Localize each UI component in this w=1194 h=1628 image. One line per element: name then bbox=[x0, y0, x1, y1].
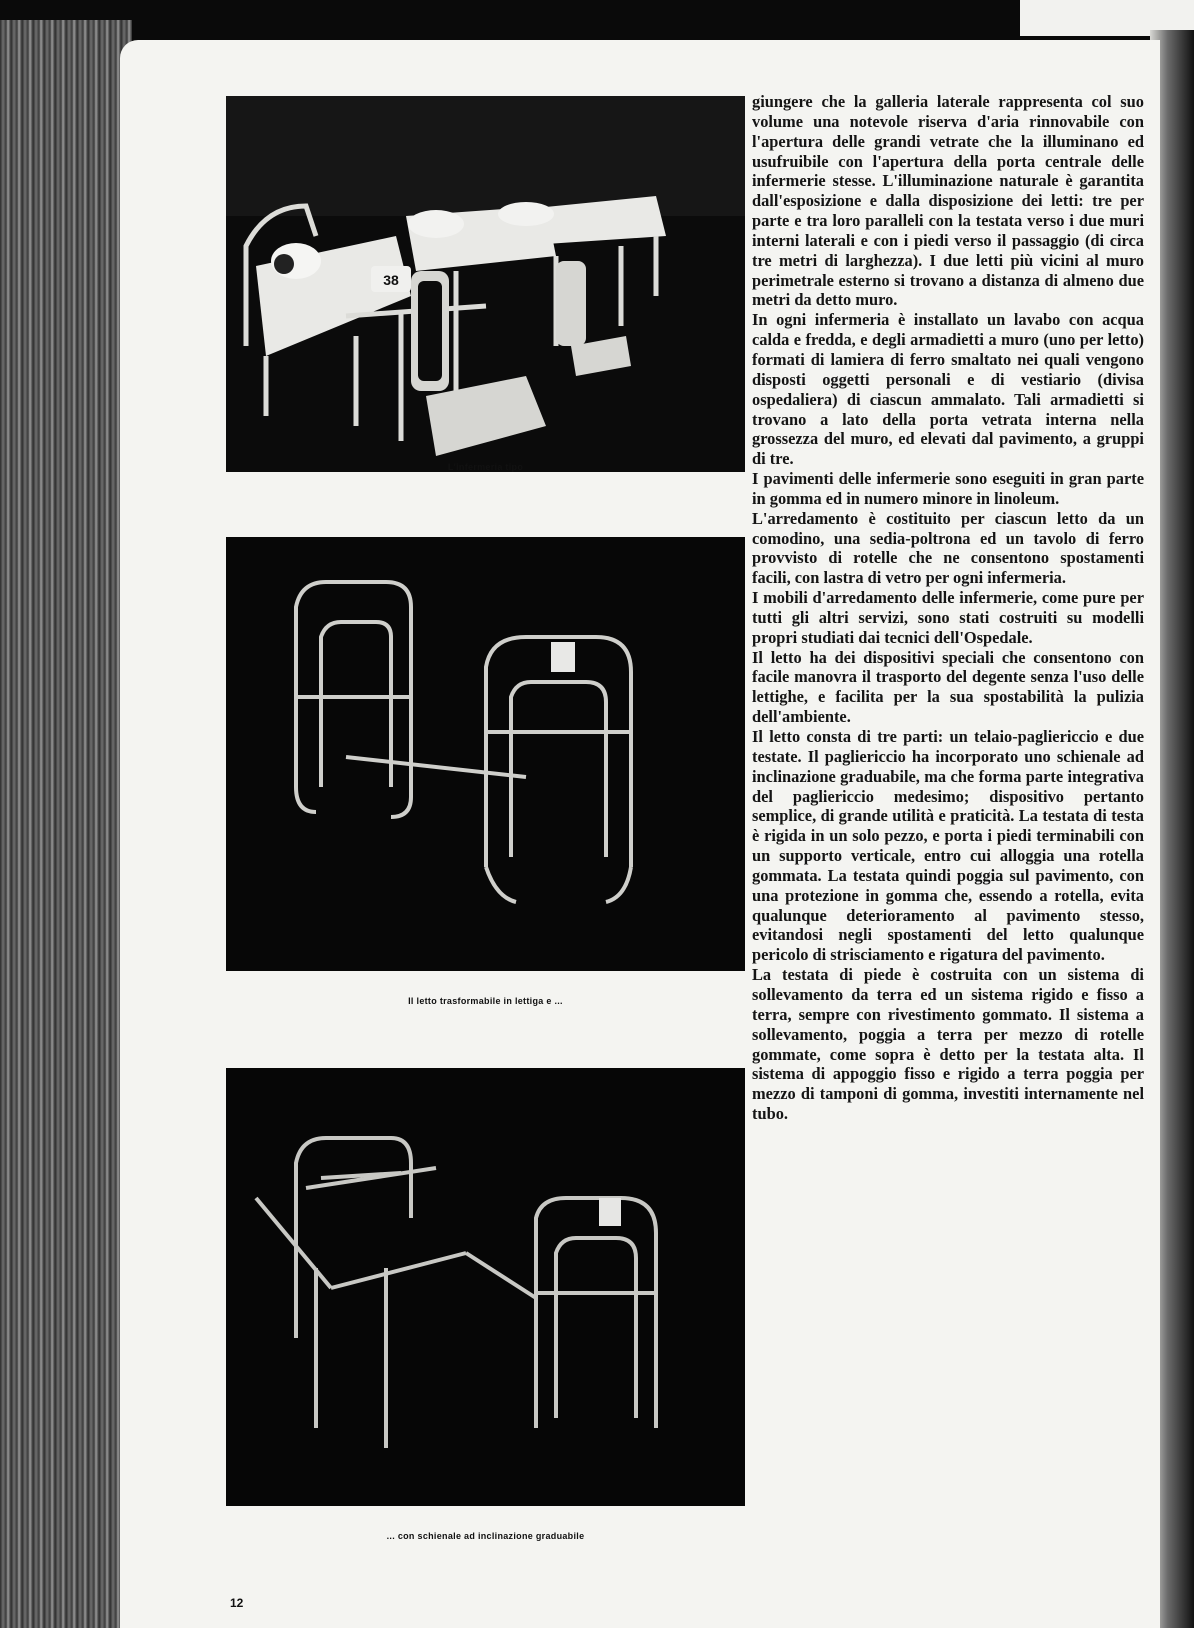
infirmary-ward-illustration bbox=[226, 96, 745, 472]
book-binding-edge bbox=[0, 20, 132, 1628]
paragraph-arredamento: L'arredamento è costituito per ciascun letto da un comodino, una sedia-poltrona ed un tavolo di ferro provvisto di rotelle che ne consentono spostamenti facili, con lastra di vetro per ogni infermeria. bbox=[752, 508, 1144, 588]
photo-bed-backrest bbox=[226, 1068, 745, 1506]
caption-bed-backrest: ... con schienale ad inclinazione graduabile bbox=[386, 1531, 585, 1541]
paragraph-lavabo-armadietti: In ogni infermeria è installato un lavabo con acqua calda e fredda, e degli armadietti a muro (uno per letto) formati di lamiera di ferro smaltato nei quali vengono disposti oggetti personali e di vestiario (divisa ospedaliera) di ciascun ammalato. Tali armadietti si trovano a lato della porta vetrata interna nella grossezza del muro, ed elevati dal pavimento, a gruppi di tre. bbox=[752, 310, 1144, 469]
paragraph-letto-dispositivi: Il letto ha dei dispositivi speciali che consentono con facile manovra il trasporto del degente senza l'uso delle lettighe, e facilita per la sua spostabilità la pulizia dell'ambiente. bbox=[752, 647, 1144, 727]
paragraph-letto-parti: Il letto consta di tre parti: un telaio-pagliericcio e due testate. Il pagliericcio ha incorporato uno schienale ad inclinazione graduabile, ma che forma parte integrativa del pagliericcio medesimo; dispositivo pertanto semplice, di grande utilità e praticità. La testata di testa è rigida in un solo pezzo, e porta i piedi terminabili con un supporto verticale, entro cui alloggia una rotella gommata. La testata quindi poggia sul pavimento, con una protezione in gomma che, essendo a rotella, evita qualunque deterioramento al pavimento stesso, evitandosi negli spostamenti del letto qualunque pericolo di strisciamento e rigatura del pavimento. bbox=[752, 727, 1144, 965]
paragraph-testata-piede: La testata di piede è costruita con un sistema di sollevamento da terra ed un sistema rigido e fisso a terra, sempre con rivestimento gommato. Il sistema a sollevamento, poggia a terra per mezzo di rotelle gommate, come sopra è detto per la testata alta. Il sistema di appoggio fisso e rigido a terra poggia per mezzo di tamponi di gomma, investiti internamente nel tubo. bbox=[752, 965, 1144, 1124]
paragraph-ventilation: giungere che la galleria laterale rappresenta col suo volume una notevole riserva d'aria rinnovabile con l'apertura delle grandi vetrate che la illuminano ed usufruibile con l'apertura della porta centrale delle infermerie stesse. L'illuminazione naturale è garantita dall'esposizione e dalla disposizione dei letti: tre per parte e tra loro paralleli con la testata verso i due muri interni laterali e con i piedi verso il passaggio (di circa tre metri di larghezza). I due letti più vicini al muro perimetrale esterno si trovano a distanza di almeno due metri da detto muro. bbox=[752, 92, 1144, 310]
bed-number-tag: 38 bbox=[383, 272, 399, 288]
caption-infirmary-ward: L'infermeria tipo bbox=[447, 462, 524, 472]
photo-infirmary-ward bbox=[226, 96, 745, 472]
page-number: 12 bbox=[230, 1596, 244, 1610]
photo-transformable-bed bbox=[226, 537, 745, 971]
paragraph-mobili: I mobili d'arredamento delle infermerie, come pure per tutti gli altri servizi, sono stati costruiti su modelli propri studiati dai tecnici dell'Ospedale. bbox=[752, 588, 1144, 647]
transformable-bed-illustration bbox=[226, 537, 745, 971]
bed-backrest-illustration bbox=[226, 1068, 745, 1506]
article-text-column bbox=[752, 92, 1144, 1124]
paragraph-pavimenti: I pavimenti delle infermerie sono eseguiti in gran parte in gomma ed in numero minore in linoleum. bbox=[752, 469, 1144, 508]
caption-transformable-bed: Il letto trasformabile in lettiga e ... bbox=[408, 996, 563, 1006]
